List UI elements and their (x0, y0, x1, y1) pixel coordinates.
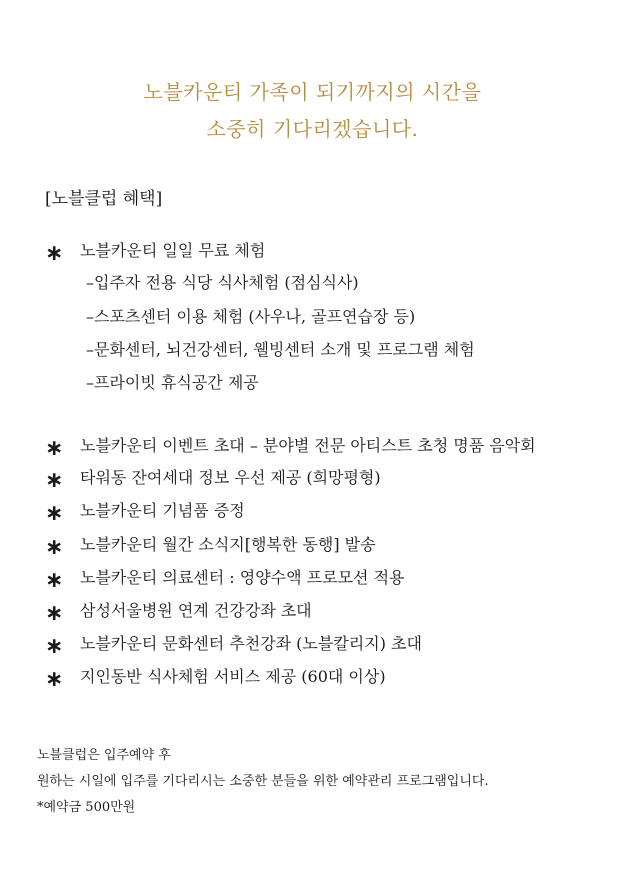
benefit-item (45, 433, 536, 461)
benefit-sub-item: –프라이빗 휴식공간 제공 (86, 373, 259, 392)
asterisk-bullet-icon: ∗ (45, 535, 64, 560)
headline-line-1: 노블카운티 가족이 되기까지의 시간을 (143, 80, 482, 104)
benefit-text: 노블카운티 일일 무료 체험 (80, 241, 266, 260)
benefit-sub-item: –스포츠센터 이용 체험 (사우나, 골프연습장 등) (86, 307, 416, 326)
footer-line-3: *예약금 500만원 (37, 800, 136, 815)
benefit-sub-item: –문화센터, 뇌건강센터, 웰빙센터 소개 및 프로그램 체험 (86, 340, 475, 359)
benefit-item (45, 532, 376, 560)
benefit-text: 지인동반 식사체험 서비스 제공 (60대 이상) (80, 667, 386, 686)
benefit-text: 노블카운티 기념품 증정 (80, 501, 245, 520)
footer-line-1: 노블클럽은 입주예약 후 (37, 748, 171, 763)
headline-line-2: 소중히 기다리겠습니다. (206, 117, 419, 141)
footer-line-2: 원하는 시일에 입주를 기다리시는 소중한 분들을 위한 예약관리 프로그램입니다. (37, 774, 489, 789)
asterisk-bullet-icon: ∗ (45, 241, 64, 266)
asterisk-bullet-icon: ∗ (45, 634, 64, 659)
benefit-item (45, 238, 265, 266)
asterisk-bullet-icon: ∗ (45, 568, 64, 593)
benefit-text: 노블카운티 월간 소식지[행복한 동행] 발송 (80, 535, 376, 554)
asterisk-bullet-icon: ∗ (45, 601, 64, 626)
benefit-item (45, 598, 312, 626)
benefit-text: 삼성서울병원 연계 건강강좌 초대 (80, 601, 312, 620)
benefit-item (45, 631, 422, 659)
benefit-text: 노블카운티 이벤트 초대 – 분야별 전문 아티스트 초청 명품 음악회 (80, 436, 536, 455)
asterisk-bullet-icon: ∗ (45, 667, 64, 692)
section-title: [노블클럽 혜택] (45, 189, 163, 209)
asterisk-bullet-icon: ∗ (45, 468, 64, 493)
benefit-text: 노블카운티 의료센터 : 영양수액 프로모션 적용 (80, 568, 405, 587)
benefit-item (45, 498, 245, 526)
benefit-text: 노블카운티 문화센터 추천강좌 (노블칼리지) 초대 (80, 634, 422, 653)
benefit-item (45, 565, 405, 593)
benefit-item (45, 465, 381, 493)
benefit-text: 타워동 잔여세대 정보 우선 제공 (희망평형) (80, 468, 381, 487)
asterisk-bullet-icon: ∗ (45, 501, 64, 526)
asterisk-bullet-icon: ∗ (45, 436, 64, 461)
benefit-sub-item: –입주자 전용 식당 식사체험 (점심식사) (86, 273, 359, 292)
benefit-item (45, 664, 386, 692)
